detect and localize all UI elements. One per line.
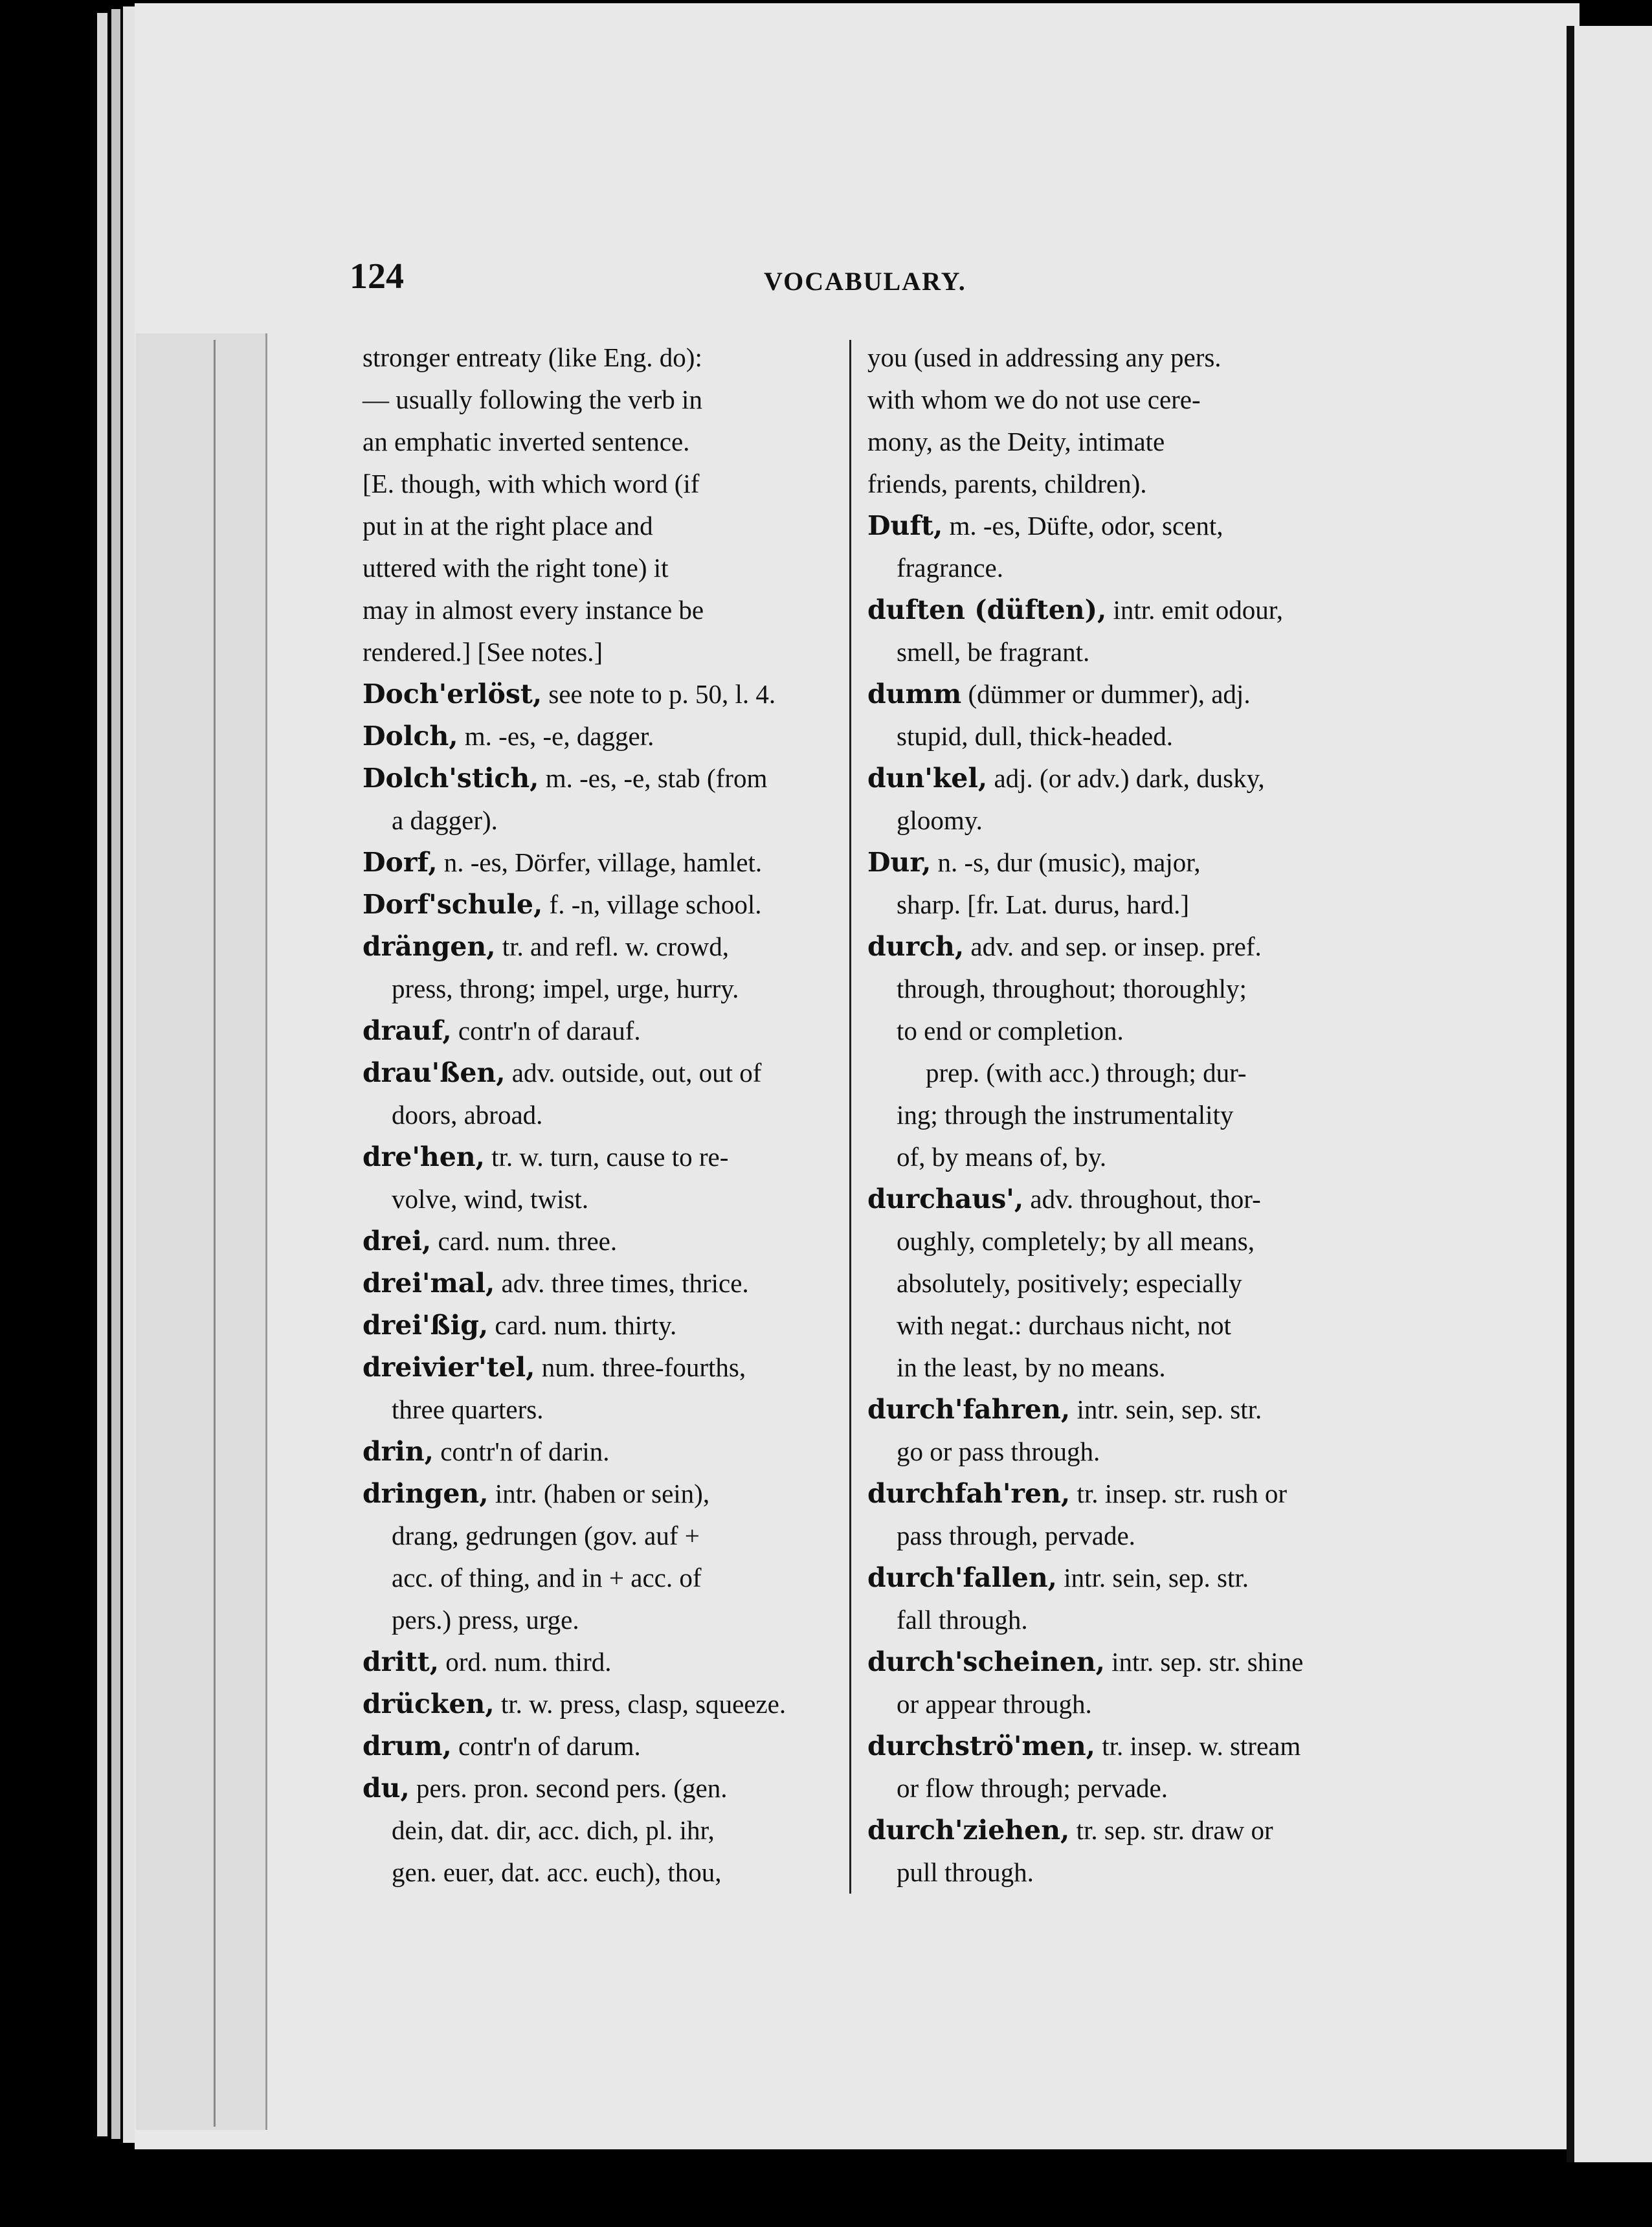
- dictionary-entry: [867, 926, 1392, 1052]
- entry-definition-line: of, by means of, by.: [897, 1142, 1107, 1172]
- dictionary-entry: [363, 1641, 854, 1683]
- entry-definition-line: adv. outside, out, out of: [511, 1058, 762, 1088]
- entry-definition-line: f. -n, village school.: [549, 890, 762, 919]
- entry-definition-line: tr. and refl. w. crowd,: [502, 932, 730, 961]
- entry-headword: Dorf'schule,: [363, 889, 543, 920]
- entry-definition-line: n. -s, dur (music), major,: [937, 847, 1201, 877]
- dictionary-entry: [867, 337, 1392, 505]
- entry-definition-line: m. -es, -e, stab (from: [545, 763, 768, 793]
- dictionary-entry: [363, 926, 854, 1010]
- entry-definition-line: stupid, dull, thick-headed.: [897, 721, 1173, 751]
- entry-headword: drauf,: [363, 1015, 452, 1046]
- entry-definition-line: stronger entreaty (like Eng. do):: [363, 342, 702, 372]
- entry-definition-line: you (used in addressing any pers.: [867, 342, 1222, 372]
- fold-line: [214, 340, 216, 2127]
- entry-headword: Doch'erlöst,: [363, 678, 542, 710]
- running-head: VOCABULARY.: [764, 267, 966, 296]
- entry-definition-line: m. -es, -e, dagger.: [464, 721, 654, 751]
- dictionary-entry: [363, 1347, 854, 1431]
- page-edge: [97, 13, 107, 2136]
- dictionary-entry: [363, 842, 854, 884]
- entry-definition-line: with whom we do not use cere-: [867, 385, 1201, 414]
- entry-definition-line: or appear through.: [897, 1689, 1092, 1719]
- entry-definition-line: gen. euer, dat. acc. euch), thou,: [392, 1857, 722, 1887]
- entry-definition-line: in the least, by no means.: [897, 1352, 1166, 1382]
- entry-definition-line: tr. w. press, clasp, squeeze.: [500, 1689, 787, 1719]
- entry-definition-line: m. -es, Düfte, odor, scent,: [949, 511, 1223, 541]
- entry-definition-line: adj. (or adv.) dark, dusky,: [994, 763, 1265, 793]
- entry-definition-line: — usually following the verb in: [363, 385, 702, 414]
- entry-headword: dre'hen,: [363, 1141, 485, 1172]
- entry-headword: drei,: [363, 1225, 432, 1257]
- entry-headword: dritt,: [363, 1646, 439, 1677]
- entry-definition-line: mony, as the Deity, intimate: [867, 427, 1165, 456]
- entry-definition-line: intr. sep. str. shine: [1111, 1647, 1304, 1677]
- entry-definition-line: tr. sep. str. draw or: [1076, 1815, 1273, 1845]
- entry-definition-line: card. num. three.: [438, 1226, 618, 1256]
- entry-definition-line: doors, abroad.: [392, 1100, 543, 1130]
- entry-definition-line: adv. throughout, thor-: [1030, 1184, 1261, 1214]
- entry-headword: drei'ßig,: [363, 1310, 489, 1341]
- entry-headword: drin,: [363, 1436, 434, 1467]
- dictionary-entry: [363, 1473, 854, 1641]
- entry-headword: dun'kel,: [867, 763, 988, 794]
- dictionary-entry: [363, 337, 854, 673]
- entry-definition-line: rendered.] [See notes.]: [363, 637, 603, 667]
- entry-definition-line: acc. of thing, and in + acc. of: [392, 1563, 702, 1593]
- dictionary-entry: [867, 1178, 1392, 1389]
- dictionary-entry: [363, 884, 854, 926]
- entry-headword: durch,: [867, 931, 965, 962]
- entry-definition-line: go or pass through.: [897, 1437, 1100, 1466]
- entry-definition-line: volve, wind, twist.: [392, 1184, 589, 1214]
- dictionary-entry: [363, 1767, 854, 1894]
- entry-definition-line: to end or completion.: [897, 1016, 1124, 1046]
- entry-headword: durch'fahren,: [867, 1394, 1071, 1425]
- dictionary-entry: [363, 673, 854, 715]
- inner-page-fold: [136, 333, 267, 2130]
- page-edge: [111, 9, 120, 2139]
- column-rule: [849, 340, 851, 1894]
- dictionary-entry: [363, 1010, 854, 1052]
- dictionary-entry: [867, 1809, 1392, 1894]
- dictionary-entry: [867, 673, 1392, 757]
- entry-definition-line: absolutely, positively; especially: [897, 1268, 1242, 1298]
- entry-definition-line: sharp. [fr. Lat. durus, hard.]: [897, 890, 1190, 919]
- dictionary-entry: [363, 1052, 854, 1136]
- entry-definition-line: pull through.: [897, 1857, 1034, 1887]
- entry-definition-line: contr'n of darin.: [440, 1437, 610, 1466]
- dictionary-entry: [363, 1262, 854, 1304]
- entry-definition-line: ord. num. third.: [445, 1647, 612, 1677]
- dictionary-entry: [867, 1473, 1392, 1557]
- entry-definition-line: tr. w. turn, cause to re-: [491, 1142, 729, 1172]
- dictionary-entry: [867, 589, 1392, 673]
- entry-definition-line: intr. sein, sep. str.: [1064, 1563, 1249, 1593]
- entry-definition-line: (dümmer or dummer), adj.: [968, 679, 1251, 709]
- dictionary-entry: [867, 1557, 1392, 1641]
- dictionary-entry: [363, 757, 854, 842]
- entry-headword: Dolch,: [363, 721, 458, 752]
- entry-headword: drei'mal,: [363, 1268, 495, 1299]
- entry-definition-line: drang, gedrungen (gov. auf +: [392, 1521, 700, 1550]
- entry-headword: dumm: [867, 678, 962, 710]
- dictionary-entry: [867, 1389, 1392, 1473]
- entry-definition-line: dein, dat. dir, acc. dich, pl. ihr,: [392, 1815, 715, 1845]
- entry-headword: durchaus',: [867, 1183, 1024, 1214]
- entry-definition-line: pers.) press, urge.: [392, 1605, 579, 1635]
- dictionary-entry: [867, 842, 1392, 926]
- entry-definition-line: tr. insep. w. stream: [1102, 1731, 1301, 1761]
- dictionary-entry: [867, 1052, 1392, 1178]
- entry-headword: duften (düften),: [867, 594, 1107, 625]
- entry-definition-line: see note to p. 50, l. 4.: [548, 679, 776, 709]
- entry-headword: durch'fallen,: [867, 1562, 1057, 1593]
- entry-headword: du,: [363, 1773, 410, 1804]
- entry-definition-line: [E. though, with which word (if: [363, 469, 700, 498]
- dictionary-entry: [363, 1304, 854, 1347]
- entry-headword: durch'scheinen,: [867, 1646, 1105, 1677]
- page-header: [350, 256, 997, 301]
- entry-headword: Dolch'stich,: [363, 763, 539, 794]
- entry-definition-line: three quarters.: [392, 1394, 544, 1424]
- entry-headword: dringen,: [363, 1478, 489, 1509]
- entry-definition-line: uttered with the right tone) it: [363, 553, 669, 583]
- entry-definition-line: card. num. thirty.: [495, 1310, 677, 1340]
- entry-headword: durchfah'ren,: [867, 1478, 1071, 1509]
- entry-definition-line: with negat.: durchaus nicht, not: [897, 1310, 1231, 1340]
- dictionary-entry: [867, 505, 1392, 589]
- entry-headword: Dorf,: [363, 847, 438, 878]
- entry-definition-line: put in at the right place and: [363, 511, 653, 541]
- entry-definition-line: fall through.: [897, 1605, 1028, 1635]
- dictionary-entry: [363, 1220, 854, 1262]
- dictionary-entry: [867, 1641, 1392, 1725]
- entry-definition-line: oughly, completely; by all means,: [897, 1226, 1255, 1256]
- entry-definition-line: intr. (haben or sein),: [495, 1479, 710, 1508]
- dictionary-entry: [867, 757, 1392, 842]
- entry-definition-line: num. three-fourths,: [541, 1352, 746, 1382]
- entry-definition-line: an emphatic inverted sentence.: [363, 427, 690, 456]
- entry-definition-line: press, throng; impel, urge, hurry.: [392, 974, 739, 1003]
- page-edge: [123, 6, 135, 2143]
- entry-definition-line: intr. sein, sep. str.: [1077, 1394, 1262, 1424]
- dictionary-entry: [363, 1431, 854, 1473]
- entry-definition-line: contr'n of darauf.: [458, 1016, 641, 1046]
- entry-definition-line: intr. emit odour,: [1113, 595, 1284, 625]
- entry-definition-line: pers. pron. second pers. (gen.: [416, 1773, 728, 1803]
- entry-definition-line: a dagger).: [392, 805, 498, 835]
- entry-headword: drängen,: [363, 931, 496, 962]
- entry-definition-line: may in almost every instance be: [363, 595, 704, 625]
- entry-definition-line: adv. three times, thrice.: [501, 1268, 749, 1298]
- entry-definition-line: smell, be fragrant.: [897, 637, 1090, 667]
- entry-definition-line: pass through, pervade.: [897, 1521, 1135, 1550]
- entry-definition-line: fragrance.: [897, 553, 1004, 583]
- entry-definition-line: through, throughout; thoroughly;: [897, 974, 1247, 1003]
- entry-definition-line: contr'n of darum.: [458, 1731, 641, 1761]
- dictionary-entry: [363, 1683, 854, 1725]
- entry-headword: drum,: [363, 1730, 452, 1762]
- dictionary-entry: [867, 1725, 1392, 1809]
- entry-definition-line: adv. and sep. or insep. pref.: [970, 932, 1262, 961]
- entry-headword: drücken,: [363, 1688, 495, 1719]
- entry-headword: dreivier'tel,: [363, 1352, 535, 1383]
- entry-definition-line: or flow through; pervade.: [897, 1773, 1168, 1803]
- entry-definition-line: prep. (with acc.) through; dur-: [926, 1058, 1247, 1088]
- entry-definition-line: friends, parents, children).: [867, 469, 1147, 498]
- entry-headword: drau'ßen,: [363, 1057, 506, 1088]
- entry-headword: Duft,: [867, 510, 943, 541]
- entry-definition-line: n. -es, Dörfer, village, hamlet.: [443, 847, 763, 877]
- entry-definition-line: tr. insep. str. rush or: [1077, 1479, 1288, 1508]
- dictionary-entry: [363, 1725, 854, 1767]
- facing-page-edge: [1567, 26, 1652, 2162]
- dictionary-entry: [363, 1136, 854, 1220]
- left-column: [363, 337, 854, 1894]
- dictionary-entry: [363, 715, 854, 757]
- page-number: 124: [350, 256, 404, 297]
- entry-headword: durch'ziehen,: [867, 1815, 1070, 1846]
- entry-definition-line: gloomy.: [897, 805, 983, 835]
- entry-definition-line: ing; through the instrumentality: [897, 1100, 1234, 1130]
- entry-headword: Dur,: [867, 847, 932, 878]
- right-column: [867, 337, 1392, 1894]
- entry-headword: durchströ'men,: [867, 1730, 1095, 1762]
